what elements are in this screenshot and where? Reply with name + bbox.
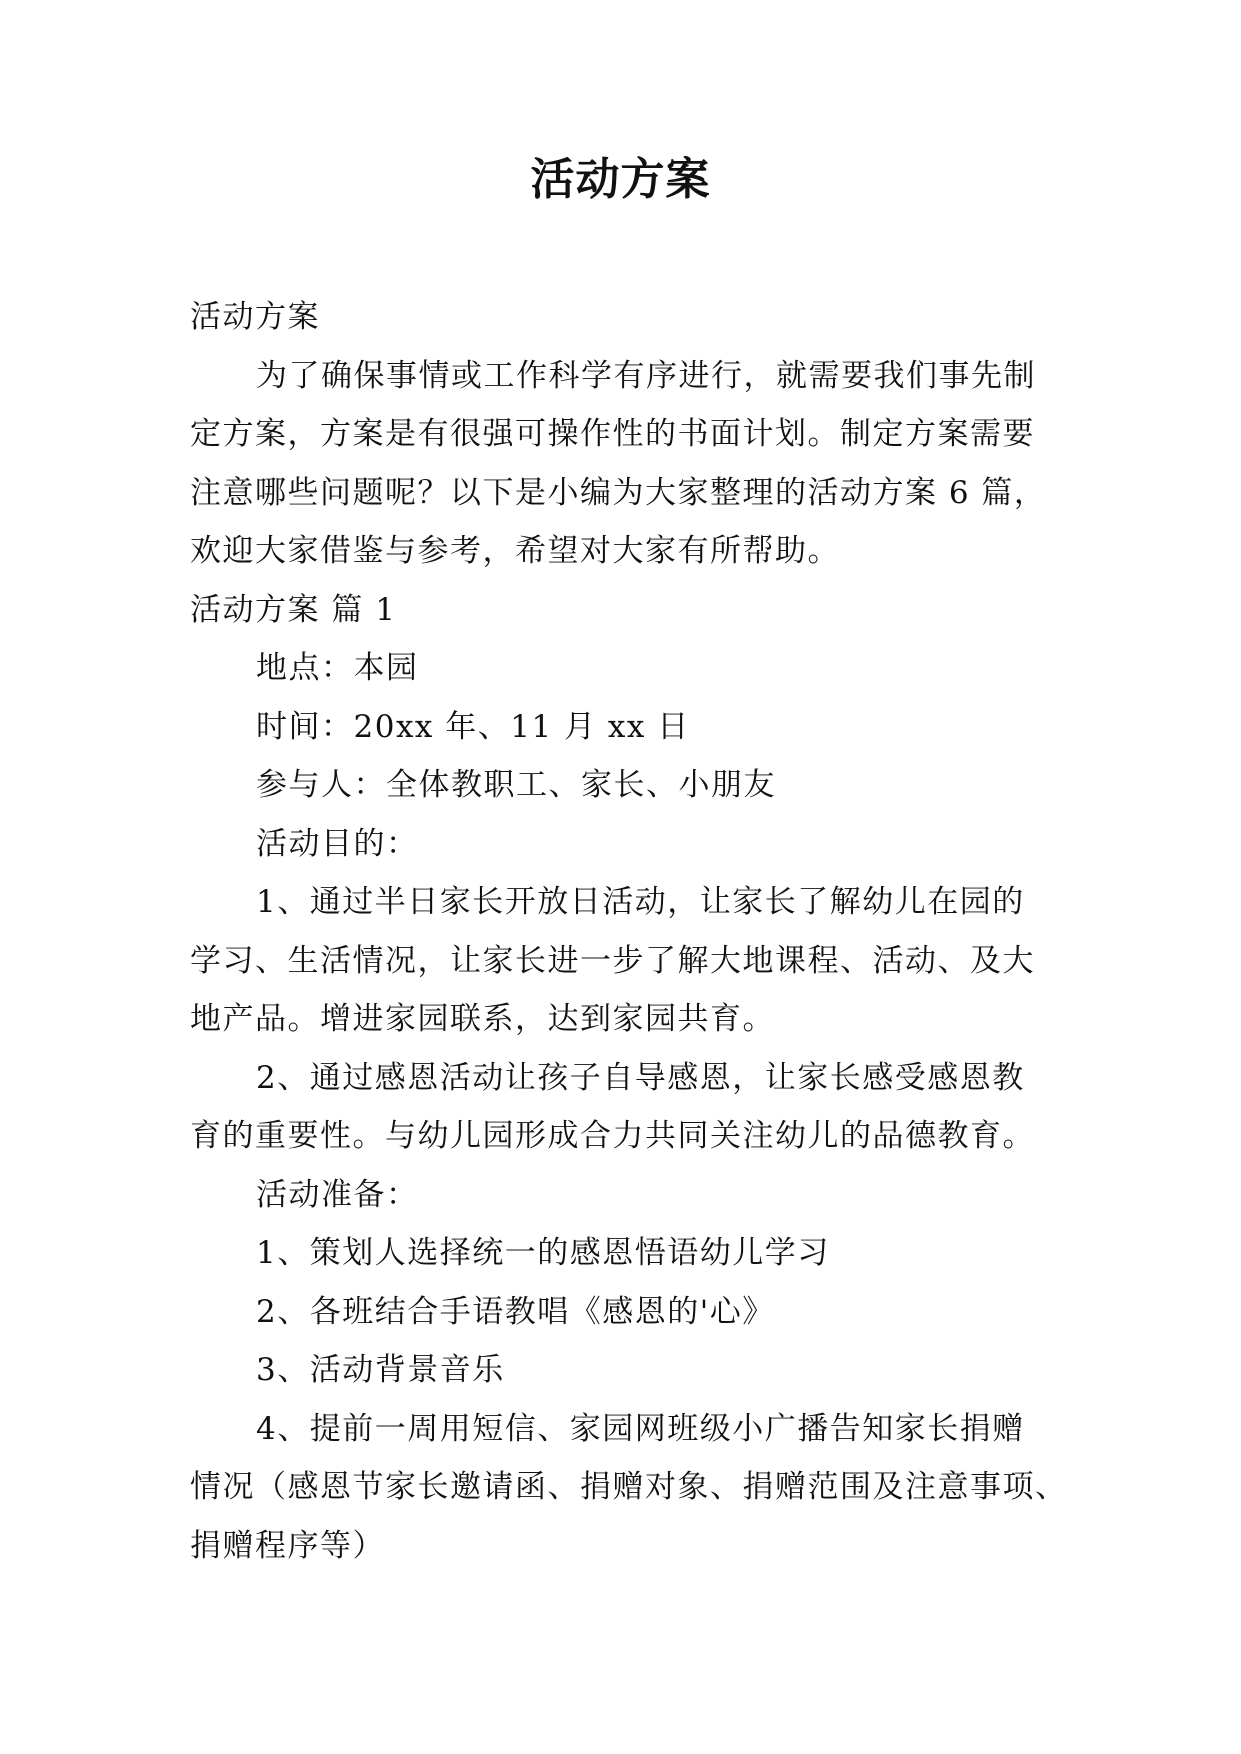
text-line: 注意哪些问题呢？以下是小编为大家整理的活动方案 6 篇， bbox=[190, 474, 1047, 511]
text-line: 活动目的： bbox=[256, 825, 419, 862]
text-line: 为了确保事情或工作科学有序进行，就需要我们事先制 bbox=[256, 357, 1036, 394]
text-line: 2、各班结合手语教唱《感恩的'心》 bbox=[256, 1293, 775, 1330]
text-line: 捐赠程序等） bbox=[190, 1527, 385, 1564]
text-line: 活动方案 bbox=[190, 299, 320, 335]
text-line: 4、提前一周用短信、家园网班级小广播告知家长捐赠 bbox=[256, 1410, 1025, 1447]
text-line: 活动方案 篇 1 bbox=[190, 591, 397, 628]
text-line: 参与人：全体教职工、家长、小朋友 bbox=[256, 767, 776, 803]
text-line: 3、活动背景音乐 bbox=[256, 1352, 505, 1388]
text-line: 1、策划人选择统一的感恩悟语幼儿学习 bbox=[256, 1235, 830, 1271]
text-line: 时间：20xx 年、11 月 xx 日 bbox=[256, 708, 690, 745]
text-line: 学习、生活情况，让家长进一步了解大地课程、活动、及大 bbox=[190, 942, 1035, 979]
text-line: 1、通过半日家长开放日活动，让家长了解幼儿在园的 bbox=[256, 884, 1025, 920]
text-line: 欢迎大家借鉴与参考，希望对大家有所帮助。 bbox=[190, 533, 840, 569]
text-line: 定方案，方案是有很强可操作性的书面计划。制定方案需要 bbox=[190, 416, 1035, 452]
text-line: 情况（感恩节家长邀请函、捐赠对象、捐赠范围及注意事项、 bbox=[190, 1469, 1068, 1505]
document-title: 活动方案 bbox=[530, 154, 711, 205]
text-line: 2、通过感恩活动让孩子自导感恩，让家长感受感恩教 bbox=[256, 1059, 1025, 1096]
text-line: 活动准备： bbox=[256, 1176, 419, 1213]
text-line: 地点：本园 bbox=[256, 650, 419, 686]
document-body bbox=[190, 288, 1068, 1575]
text-line: 地产品。增进家园联系，达到家园共育。 bbox=[190, 1001, 775, 1037]
text-line: 育的重要性。与幼儿园形成合力共同关注幼儿的品德教育。 bbox=[190, 1118, 1035, 1154]
